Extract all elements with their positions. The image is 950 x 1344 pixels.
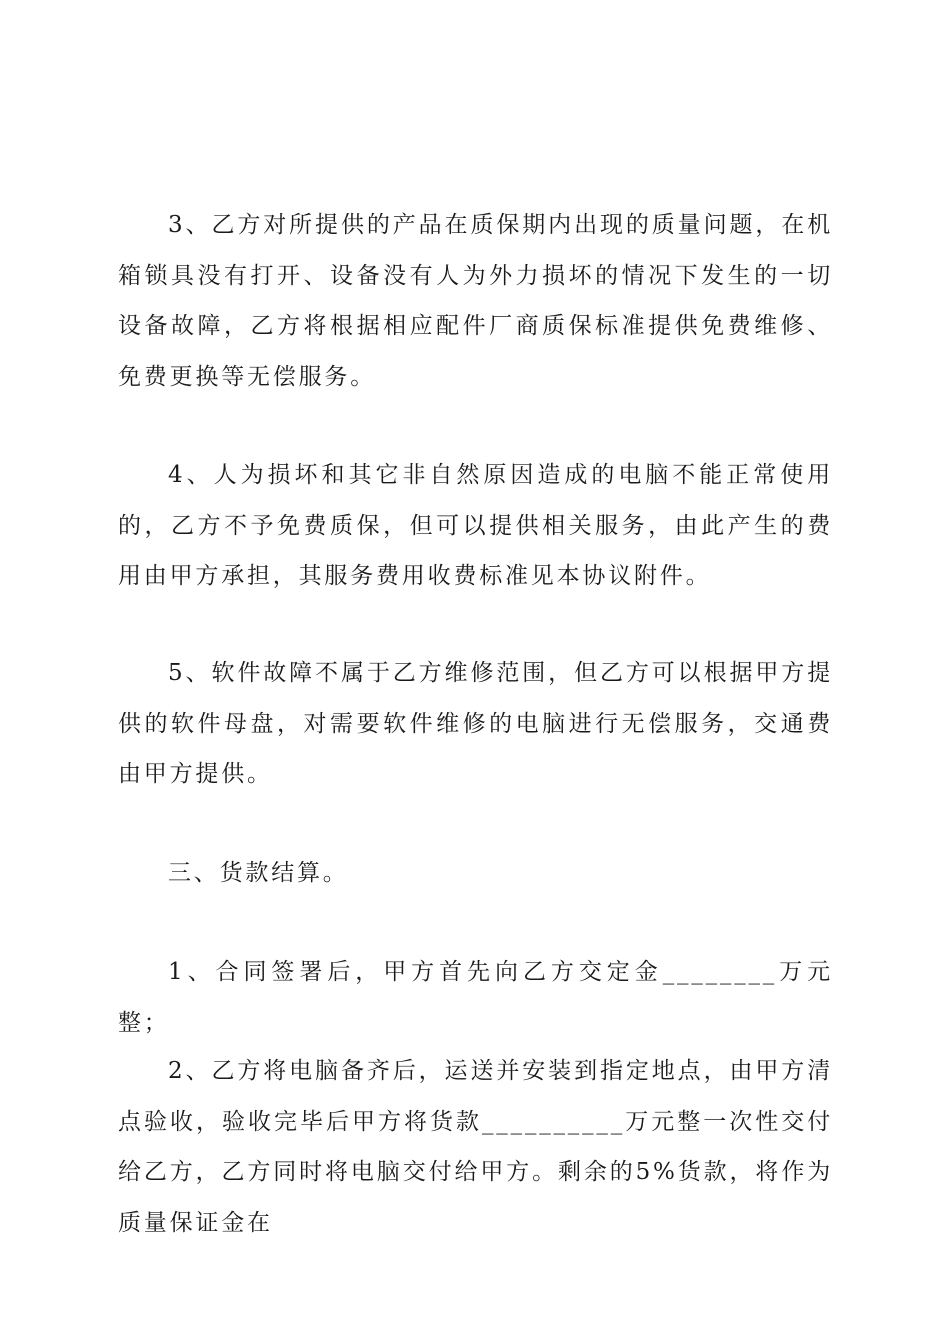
paragraph-warranty-clause-4: 4、人为损坏和其它非自然原因造成的电脑不能正常使用的，乙方不予免费质保，但可以提供相关服务，由此产生的费用由甲方承担，其服务费用收费标准见本协议附件。 — [118, 462, 833, 589]
paragraph-payment-clause-1: 1、合同签署后，甲方首先向乙方交定金________万元整； — [118, 959, 833, 1036]
paragraph-payment-clause-2: 2、乙方将电脑备齐后，运送并安装到指定地点，由甲方清点验收，验收完毕后甲方将货款__________万元整一次性交付给乙方，乙方同时将电脑交付给甲方。剩余的5%货款，将作为质量保证金在 — [118, 1058, 833, 1236]
paragraph-warranty-clause-5: 5、软件故障不属于乙方维修范围，但乙方可以根据甲方提供的软件母盘，对需要软件维修的电脑进行无偿服务，交通费由甲方提供。 — [118, 660, 833, 787]
section-heading-payment: 三、货款结算。 — [168, 860, 349, 886]
paragraph-warranty-clause-3: 3、乙方对所提供的产品在质保期内出现的质量问题，在机箱锁具没有打开、设备没有人为外力损坏的情况下发生的一切设备故障，乙方将根据相应配件厂商质保标准提供免费维修、免费更换等无偿服务。 — [118, 212, 833, 390]
